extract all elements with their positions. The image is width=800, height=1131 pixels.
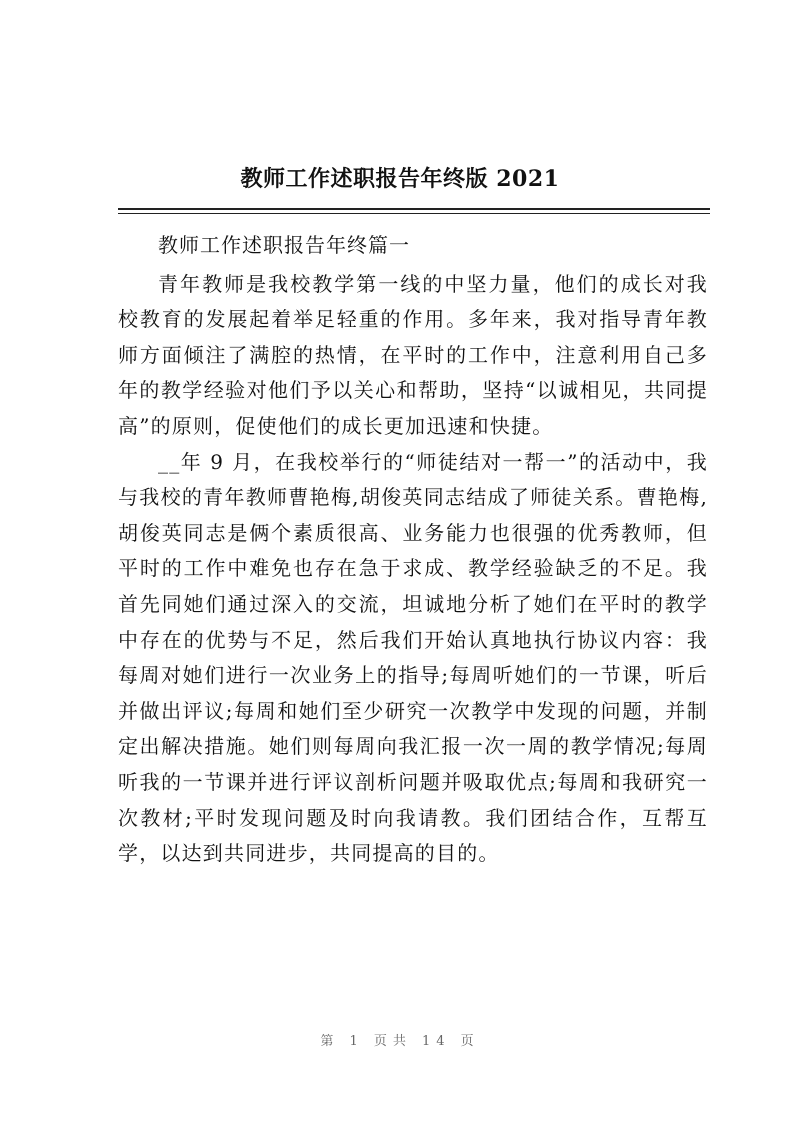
paragraph: __年 9 月，在我校举行的“师徒结对一帮一”的活动中，我与我校的青年教师曹艳梅,胡俊英同志结成了师徒关系。曹艳梅,胡俊英同志是俩个素质很高、业务能力也很强的优秀教师，但平时的工作中难免也存在急于求成、教学经验缺乏的不足。我首先同她们通过深入的交流，坦诚地分析了她们在平时的教学中存在的优势与不足，然后我们开始认真地执行协议内容：我每周对她们进行一次业务上的指导;每周听她们的一节课，听后并做出评议;每周和她们至少研究一次教学中发现的问题，并制定出解决措施。她们则每周向我汇报一次一周的教学情况;每周听我的一节课并进行评议剖析问题并吸取优点;每周和我研究一次教材;平时发现问题及时向我请教。我们团结合作，互帮互学，以达到共同进步，共同提高的目的。: [118, 449, 708, 866]
title-divider: [118, 208, 710, 210]
page-footer: 第 1 页共 14 页: [320, 1034, 480, 1049]
title-divider-thin: [118, 213, 710, 214]
paragraph: 青年教师是我校教学第一线的中坚力量，他们的成长对我校教育的发展起着举足轻重的作用。多年来，我对指导青年教师方面倾注了满腔的热情，在平时的工作中，注意利用自己多年的教学经验对他们予以关心和帮助，坚持“以诚相见，共同提高”的原则，促使他们的成长更加迅速和快捷。: [118, 271, 708, 438]
section-heading: 教师工作述职报告年终篇一: [158, 233, 410, 257]
document-body: [118, 228, 708, 872]
document-title: 教师工作述职报告年终版 2021: [240, 166, 560, 192]
